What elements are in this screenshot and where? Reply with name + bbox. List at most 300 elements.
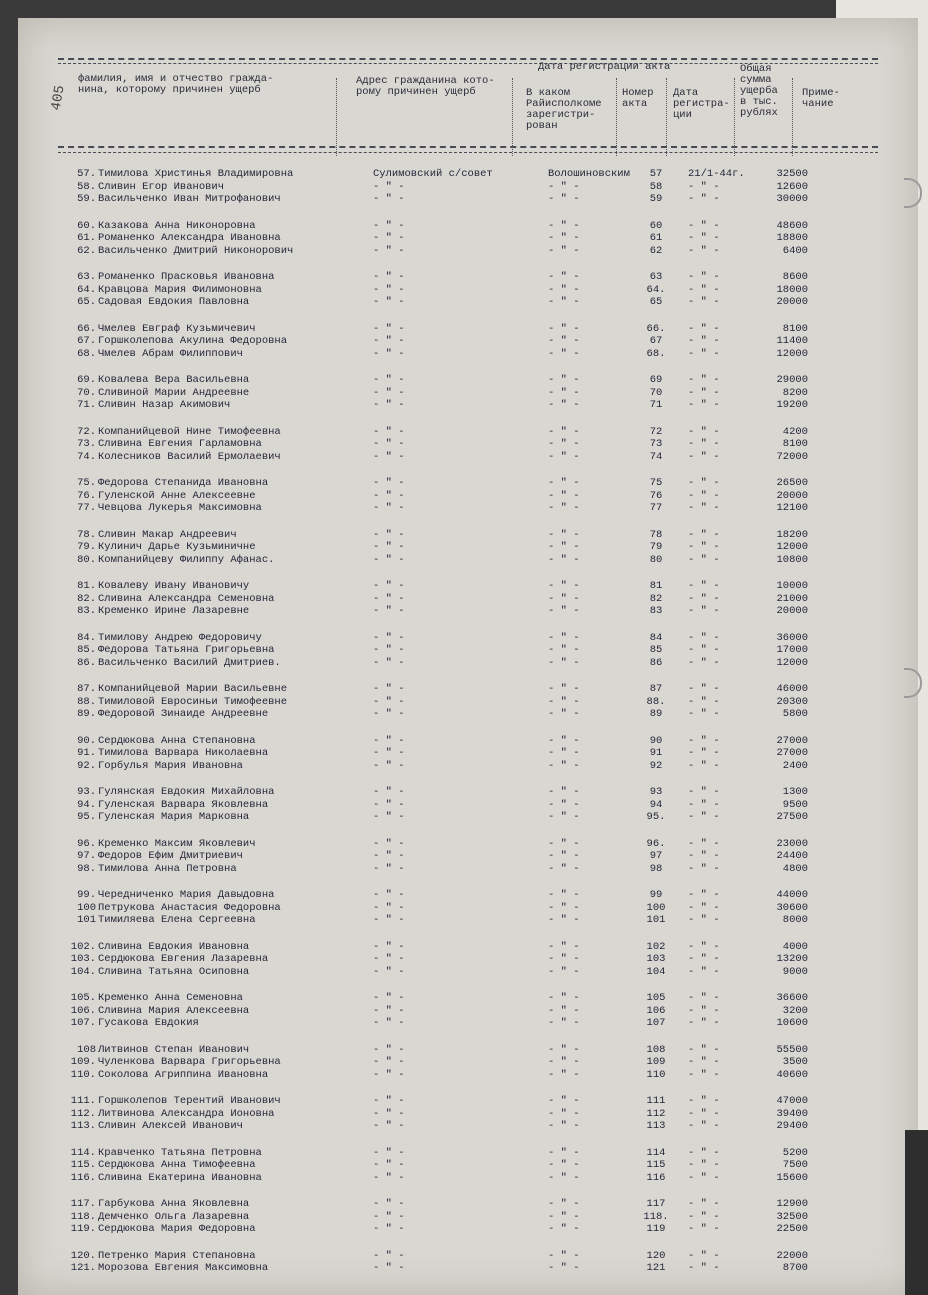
damage-sum: 39400 xyxy=(776,1107,808,1120)
registration-date: - " - xyxy=(688,605,720,617)
registration-date: - " - xyxy=(688,1043,720,1056)
act-number: 79 xyxy=(649,541,663,553)
column-divider xyxy=(336,78,337,156)
damage-sum: 32500 xyxy=(776,168,808,180)
raiispolkom: - " - xyxy=(548,695,580,708)
raiispolkom: - " - xyxy=(548,399,580,411)
citizen-name: Васильченко Иван Митрофанович xyxy=(98,193,281,205)
act-number: 121 xyxy=(646,1262,666,1274)
table-row xyxy=(18,580,918,592)
row-number: 106. xyxy=(70,1004,96,1017)
citizen-name: Ковалеву Ивану Ивановичу xyxy=(98,580,250,592)
header-address-column: Адрес гражданина кото- рому причинен ущерб xyxy=(356,75,495,98)
damage-sum: 10800 xyxy=(776,553,808,566)
raiispolkom: - " - xyxy=(548,850,580,862)
damage-sum: 21000 xyxy=(776,592,808,605)
citizen-address: - " - xyxy=(373,232,405,244)
citizen-name: Литвинов Степан Иванович xyxy=(98,1043,250,1056)
registration-date: - " - xyxy=(688,862,720,875)
damage-sum: 4200 xyxy=(782,425,808,438)
act-number: 112 xyxy=(646,1107,666,1120)
table-row xyxy=(18,387,918,399)
damage-sum: 27500 xyxy=(776,811,808,823)
table-row xyxy=(18,799,918,811)
act-number: 116 xyxy=(646,1171,666,1184)
raiispolkom: - " - xyxy=(548,553,580,566)
citizen-address: - " - xyxy=(373,1198,405,1210)
citizen-address: - " - xyxy=(373,193,405,205)
table-row xyxy=(18,284,918,296)
column-divider xyxy=(734,78,735,156)
row-number: 80. xyxy=(77,553,96,566)
registration-date: - " - xyxy=(688,644,720,656)
row-number: 111. xyxy=(70,1095,96,1107)
raiispolkom: - " - xyxy=(548,180,580,193)
damage-sum: 19200 xyxy=(776,399,808,411)
row-number: 90. xyxy=(77,734,96,747)
citizen-address: - " - xyxy=(373,1107,405,1120)
citizen-address: - " - xyxy=(373,180,405,193)
table-row xyxy=(18,902,918,914)
registration-date: - " - xyxy=(688,553,720,566)
raiispolkom: - " - xyxy=(548,592,580,605)
citizen-address: - " - xyxy=(373,631,405,644)
citizen-name: Гарбукова Анна Яковлевна xyxy=(98,1198,250,1210)
citizen-name: Сердюкова Мария Федоровна xyxy=(98,1223,256,1235)
damage-sum: 4800 xyxy=(782,862,808,875)
citizen-address: - " - xyxy=(373,1120,405,1132)
act-number: 89 xyxy=(649,708,663,720)
registration-date: - " - xyxy=(688,940,720,953)
row-number: 114. xyxy=(70,1146,96,1159)
act-number: 105 xyxy=(646,992,666,1004)
citizen-name: Горбулья Мария Ивановна xyxy=(98,759,243,772)
table-row xyxy=(18,696,918,708)
damage-sum: 3200 xyxy=(782,1004,808,1017)
raiispolkom: - " - xyxy=(548,1171,580,1184)
damage-sum: 18200 xyxy=(776,528,808,541)
registration-date: - " - xyxy=(688,1120,720,1132)
act-number: 69 xyxy=(649,374,663,386)
table-row xyxy=(18,889,918,901)
act-number: 111 xyxy=(646,1095,666,1107)
damage-sum: 18800 xyxy=(776,232,808,244)
row-number: 57. xyxy=(77,168,96,180)
registration-date: - " - xyxy=(688,708,720,720)
registration-date: - " - xyxy=(688,438,720,450)
citizen-name: Горшколепов Терентий Иванович xyxy=(98,1095,281,1107)
row-number: 113. xyxy=(70,1120,96,1132)
citizen-name: Сливина Евдокия Ивановна xyxy=(98,940,250,953)
registration-date: - " - xyxy=(688,992,720,1004)
table-row xyxy=(18,335,918,347)
registration-date: - " - xyxy=(688,631,720,644)
citizen-name: Сердюкова Анна Тимофеевна xyxy=(98,1159,256,1171)
raiispolkom: - " - xyxy=(548,862,580,875)
citizen-name: Федорова Татьяна Григорьевна xyxy=(98,644,275,656)
act-number: 83 xyxy=(649,605,663,617)
act-number: 109 xyxy=(646,1056,666,1068)
citizen-name: Соколова Агриппина Ивановна xyxy=(98,1068,269,1081)
table-row xyxy=(18,811,918,823)
raiispolkom: - " - xyxy=(548,1146,580,1159)
registration-date: - " - xyxy=(688,541,720,553)
registration-date: - " - xyxy=(688,811,720,823)
table-row xyxy=(18,1262,918,1274)
raiispolkom: - " - xyxy=(548,450,580,463)
citizen-address: - " - xyxy=(373,862,405,875)
raiispolkom: - " - xyxy=(548,1120,580,1132)
table-row xyxy=(18,953,918,965)
citizen-address: - " - xyxy=(373,502,405,514)
citizen-address: - " - xyxy=(373,219,405,232)
row-number: 100 xyxy=(77,901,96,914)
row-number: 61. xyxy=(77,232,96,244)
table-row xyxy=(18,1120,918,1132)
table-row xyxy=(18,426,918,438)
raiispolkom: - " - xyxy=(548,374,580,386)
row-number: 118. xyxy=(70,1210,96,1223)
citizen-name: Морозова Евгения Максимовна xyxy=(98,1262,269,1274)
table-row xyxy=(18,1056,918,1068)
row-number: 67. xyxy=(77,335,96,347)
raiispolkom: - " - xyxy=(548,489,580,502)
citizen-address: - " - xyxy=(373,1210,405,1223)
table-row xyxy=(18,193,918,205)
damage-sum: 72000 xyxy=(776,450,808,463)
citizen-address: - " - xyxy=(373,965,405,978)
damage-sum: 30600 xyxy=(776,901,808,914)
damage-sum: 55500 xyxy=(776,1043,808,1056)
table-row xyxy=(18,348,918,360)
citizen-address: - " - xyxy=(373,296,405,308)
row-number: 88. xyxy=(77,695,96,708)
table-row xyxy=(18,786,918,798)
row-number: 95. xyxy=(77,811,96,823)
citizen-name: Ковалева Вера Васильевна xyxy=(98,374,250,386)
act-number: 78 xyxy=(649,528,663,541)
damage-sum: 17000 xyxy=(776,644,808,656)
raiispolkom: - " - xyxy=(548,786,580,798)
act-number: 91 xyxy=(649,747,663,759)
damage-sum: 36000 xyxy=(776,631,808,644)
row-number: 70. xyxy=(77,386,96,399)
damage-sum: 26500 xyxy=(776,477,808,489)
registration-date: - " - xyxy=(688,1171,720,1184)
damage-sum: 12600 xyxy=(776,180,808,193)
table-row xyxy=(18,271,918,283)
damage-sum: 10000 xyxy=(776,580,808,592)
citizen-name: Горшколепова Акулина Федоровна xyxy=(98,335,288,347)
raiispolkom: - " - xyxy=(548,747,580,759)
damage-sum: 2400 xyxy=(782,759,808,772)
registration-date: - " - xyxy=(688,180,720,193)
row-number: 108 xyxy=(77,1043,96,1056)
damage-sum: 40600 xyxy=(776,1068,808,1081)
raiispolkom: - " - xyxy=(548,477,580,489)
registration-date: - " - xyxy=(688,347,720,360)
table-row xyxy=(18,941,918,953)
table-row xyxy=(18,438,918,450)
citizen-name: Федорова Степанида Ивановна xyxy=(98,477,269,489)
act-number: 100 xyxy=(646,901,666,914)
citizen-name: Кравцова Мария Филимоновна xyxy=(98,283,262,296)
damage-sum: 24400 xyxy=(776,850,808,862)
citizen-address: - " - xyxy=(373,450,405,463)
citizen-address: - " - xyxy=(373,1159,405,1171)
raiispolkom: - " - xyxy=(548,386,580,399)
raiispolkom: - " - xyxy=(548,296,580,308)
act-number: 90 xyxy=(649,734,663,747)
damage-sum: 7500 xyxy=(782,1159,808,1171)
row-number: 83. xyxy=(77,605,96,617)
raiispolkom: - " - xyxy=(548,438,580,450)
registration-date: - " - xyxy=(688,1198,720,1210)
table-row xyxy=(18,838,918,850)
row-number: 72. xyxy=(77,425,96,438)
citizen-address: - " - xyxy=(373,425,405,438)
raiispolkom: - " - xyxy=(548,965,580,978)
act-number: 118. xyxy=(643,1210,669,1223)
row-number: 91. xyxy=(77,747,96,759)
citizen-name: Романенко Александра Ивановна xyxy=(98,232,281,244)
column-divider xyxy=(512,78,513,156)
table-row xyxy=(18,1172,918,1184)
citizen-name: Чмелев Евграф Кузьмичевич xyxy=(98,322,256,335)
citizen-name: Сливина Евгения Гарламовна xyxy=(98,438,262,450)
act-number: 65 xyxy=(649,296,663,308)
table-row xyxy=(18,554,918,566)
citizen-name: Компанийцевой Нине Тимофеевна xyxy=(98,425,281,438)
raiispolkom: - " - xyxy=(548,1198,580,1210)
citizen-address: - " - xyxy=(373,1043,405,1056)
registration-date: - " - xyxy=(688,683,720,695)
row-number: 79. xyxy=(77,541,96,553)
damage-sum: 8700 xyxy=(782,1262,808,1274)
act-number: 96. xyxy=(646,837,666,850)
citizen-name: Кременко Максим Яковлевич xyxy=(98,837,256,850)
citizen-address: - " - xyxy=(373,1146,405,1159)
registration-date: - " - xyxy=(688,232,720,244)
damage-sum: 23000 xyxy=(776,837,808,850)
table-row xyxy=(18,1147,918,1159)
row-number: 109. xyxy=(70,1056,96,1068)
row-number: 86. xyxy=(77,656,96,669)
act-number: 106 xyxy=(646,1004,666,1017)
row-number: 76. xyxy=(77,489,96,502)
citizen-name: Федоров Ефим Дмитриевич xyxy=(98,850,243,862)
raiispolkom: - " - xyxy=(548,580,580,592)
citizen-address: - " - xyxy=(373,605,405,617)
table-row xyxy=(18,1159,918,1171)
citizen-address: - " - xyxy=(373,747,405,759)
table-row xyxy=(18,1211,918,1223)
citizen-name: Кулинич Дарье Кузьминичне xyxy=(98,541,256,553)
raiispolkom: - " - xyxy=(548,1056,580,1068)
citizen-address: - " - xyxy=(373,1017,405,1029)
damage-sum: 48600 xyxy=(776,219,808,232)
table-row xyxy=(18,1223,918,1235)
citizen-name: Гулянская Евдокия Михайловна xyxy=(98,786,275,798)
citizen-address: - " - xyxy=(373,811,405,823)
registration-date: - " - xyxy=(688,1068,720,1081)
table-row xyxy=(18,245,918,257)
header-sum-column: Общая сумма ущерба в тыс. рублях xyxy=(740,63,778,119)
raiispolkom: - " - xyxy=(548,1210,580,1223)
table-row xyxy=(18,232,918,244)
raiispolkom: - " - xyxy=(548,940,580,953)
row-number: 102. xyxy=(70,940,96,953)
citizen-address: - " - xyxy=(373,580,405,592)
damage-sum: 12100 xyxy=(776,502,808,514)
act-number: 101 xyxy=(646,914,666,926)
damage-sum: 29400 xyxy=(776,1120,808,1132)
damage-sum: 8200 xyxy=(782,386,808,399)
citizen-name: Петренко Мария Степановна xyxy=(98,1249,256,1262)
act-number: 114 xyxy=(646,1146,666,1159)
row-number: 107. xyxy=(70,1017,96,1029)
act-number: 64. xyxy=(646,283,666,296)
act-number: 94 xyxy=(649,798,663,811)
raiispolkom: - " - xyxy=(548,347,580,360)
raiispolkom: - " - xyxy=(548,1095,580,1107)
table-row xyxy=(18,747,918,759)
damage-sum: 36600 xyxy=(776,992,808,1004)
act-number: 59 xyxy=(649,193,663,205)
raiispolkom: - " - xyxy=(548,244,580,257)
citizen-name: Васильченко Дмитрий Никонорович xyxy=(98,244,294,257)
act-number: 88. xyxy=(646,695,666,708)
row-number: 74. xyxy=(77,450,96,463)
citizen-name: Казакова Анна Никоноровна xyxy=(98,219,256,232)
act-number: 95. xyxy=(646,811,666,823)
background-edge xyxy=(905,1130,928,1295)
citizen-address: - " - xyxy=(373,1056,405,1068)
citizen-name: Кременко Ирине Лазаревне xyxy=(98,605,250,617)
damage-sum: 12000 xyxy=(776,347,808,360)
citizen-name: Гуленская Варвара Яковлевна xyxy=(98,798,269,811)
damage-sum: 12000 xyxy=(776,541,808,553)
act-number: 61 xyxy=(649,232,663,244)
act-number: 73 xyxy=(649,438,663,450)
raiispolkom: - " - xyxy=(548,219,580,232)
registration-date: - " - xyxy=(688,889,720,901)
citizen-name: Сливин Назар Акимович xyxy=(98,399,231,411)
citizen-name: Чередниченко Мария Давыдовна xyxy=(98,889,275,901)
citizen-address: - " - xyxy=(373,901,405,914)
row-number: 77. xyxy=(77,502,96,514)
table-row xyxy=(18,683,918,695)
raiispolkom: - " - xyxy=(548,914,580,926)
citizen-name: Чевцова Лукерья Максимовна xyxy=(98,502,262,514)
raiispolkom: - " - xyxy=(548,992,580,1004)
table-row xyxy=(18,541,918,553)
header-note-column: Приме- чание xyxy=(802,87,840,110)
header-name-column: фамилия, имя и отчество граждa- нина, которому причинен ущерб xyxy=(78,73,274,96)
citizen-address: - " - xyxy=(373,1249,405,1262)
registration-date: - " - xyxy=(688,592,720,605)
citizen-name: Петрукова Анастасия Федоровна xyxy=(98,901,281,914)
registration-date: - " - xyxy=(688,850,720,862)
citizen-name: Тимилова Христинья Владимировна xyxy=(98,168,294,180)
registration-date: - " - xyxy=(688,786,720,798)
act-number: 62 xyxy=(649,244,663,257)
registration-date: - " - xyxy=(688,1262,720,1274)
row-number: 68. xyxy=(77,347,96,360)
damage-sum: 9500 xyxy=(782,798,808,811)
citizen-name: Компанийцеву Филиппу Афанас. xyxy=(98,553,275,566)
act-number: 119 xyxy=(646,1223,666,1235)
citizen-name: Тимилову Андрею Федоровичу xyxy=(98,631,262,644)
row-number: 103. xyxy=(70,953,96,965)
damage-sum: 13200 xyxy=(776,953,808,965)
citizen-address: - " - xyxy=(373,850,405,862)
raiispolkom: - " - xyxy=(548,425,580,438)
act-number: 110 xyxy=(646,1068,666,1081)
margin-number: 405 xyxy=(48,84,69,112)
citizen-name: Тимилова Анна Петровна xyxy=(98,862,237,875)
citizen-address: - " - xyxy=(373,386,405,399)
registration-date: - " - xyxy=(688,193,720,205)
header-registration-column: Дата регистрации акта xyxy=(538,61,671,73)
raiispolkom: - " - xyxy=(548,1043,580,1056)
act-number: 75 xyxy=(649,477,663,489)
row-number: 71. xyxy=(77,399,96,411)
citizen-address: - " - xyxy=(373,283,405,296)
citizen-name: Сливина Екатерина Ивановна xyxy=(98,1171,262,1184)
table-row xyxy=(18,735,918,747)
row-number: 104. xyxy=(70,965,96,978)
document-sheet xyxy=(18,18,918,1295)
act-number: 84 xyxy=(649,631,663,644)
row-number: 101 xyxy=(77,914,96,926)
act-number: 99 xyxy=(649,889,663,901)
act-number: 93 xyxy=(649,786,663,798)
act-number: 115 xyxy=(646,1159,666,1171)
citizen-name: Колесников Василий Ермолаевич xyxy=(98,450,281,463)
raiispolkom: - " - xyxy=(548,708,580,720)
row-number: 115. xyxy=(70,1159,96,1171)
table-row xyxy=(18,605,918,617)
table-row xyxy=(18,593,918,605)
column-divider xyxy=(792,78,793,156)
damage-sum: 8600 xyxy=(782,271,808,283)
act-number: 98 xyxy=(649,862,663,875)
citizen-name: Сердюкова Евгения Лазаревна xyxy=(98,953,269,965)
row-number: 85. xyxy=(77,644,96,656)
damage-sum: 27000 xyxy=(776,747,808,759)
act-number: 97 xyxy=(649,850,663,862)
row-number: 98. xyxy=(77,862,96,875)
raiispolkom: - " - xyxy=(548,1004,580,1017)
citizen-address: - " - xyxy=(373,837,405,850)
damage-sum: 20300 xyxy=(776,695,808,708)
damage-sum: 4000 xyxy=(782,940,808,953)
row-number: 82. xyxy=(77,592,96,605)
citizen-address: - " - xyxy=(373,335,405,347)
raiispolkom: - " - xyxy=(548,232,580,244)
damage-sum: 11400 xyxy=(776,335,808,347)
row-number: 93. xyxy=(77,786,96,798)
citizen-name: Компанийцевой Марии Васильевне xyxy=(98,683,288,695)
damage-sum: 44000 xyxy=(776,889,808,901)
registration-date: - " - xyxy=(688,1146,720,1159)
citizen-address: - " - xyxy=(373,708,405,720)
table-row xyxy=(18,708,918,720)
damage-sum: 46000 xyxy=(776,683,808,695)
damage-sum: 5200 xyxy=(782,1146,808,1159)
damage-sum: 18000 xyxy=(776,283,808,296)
